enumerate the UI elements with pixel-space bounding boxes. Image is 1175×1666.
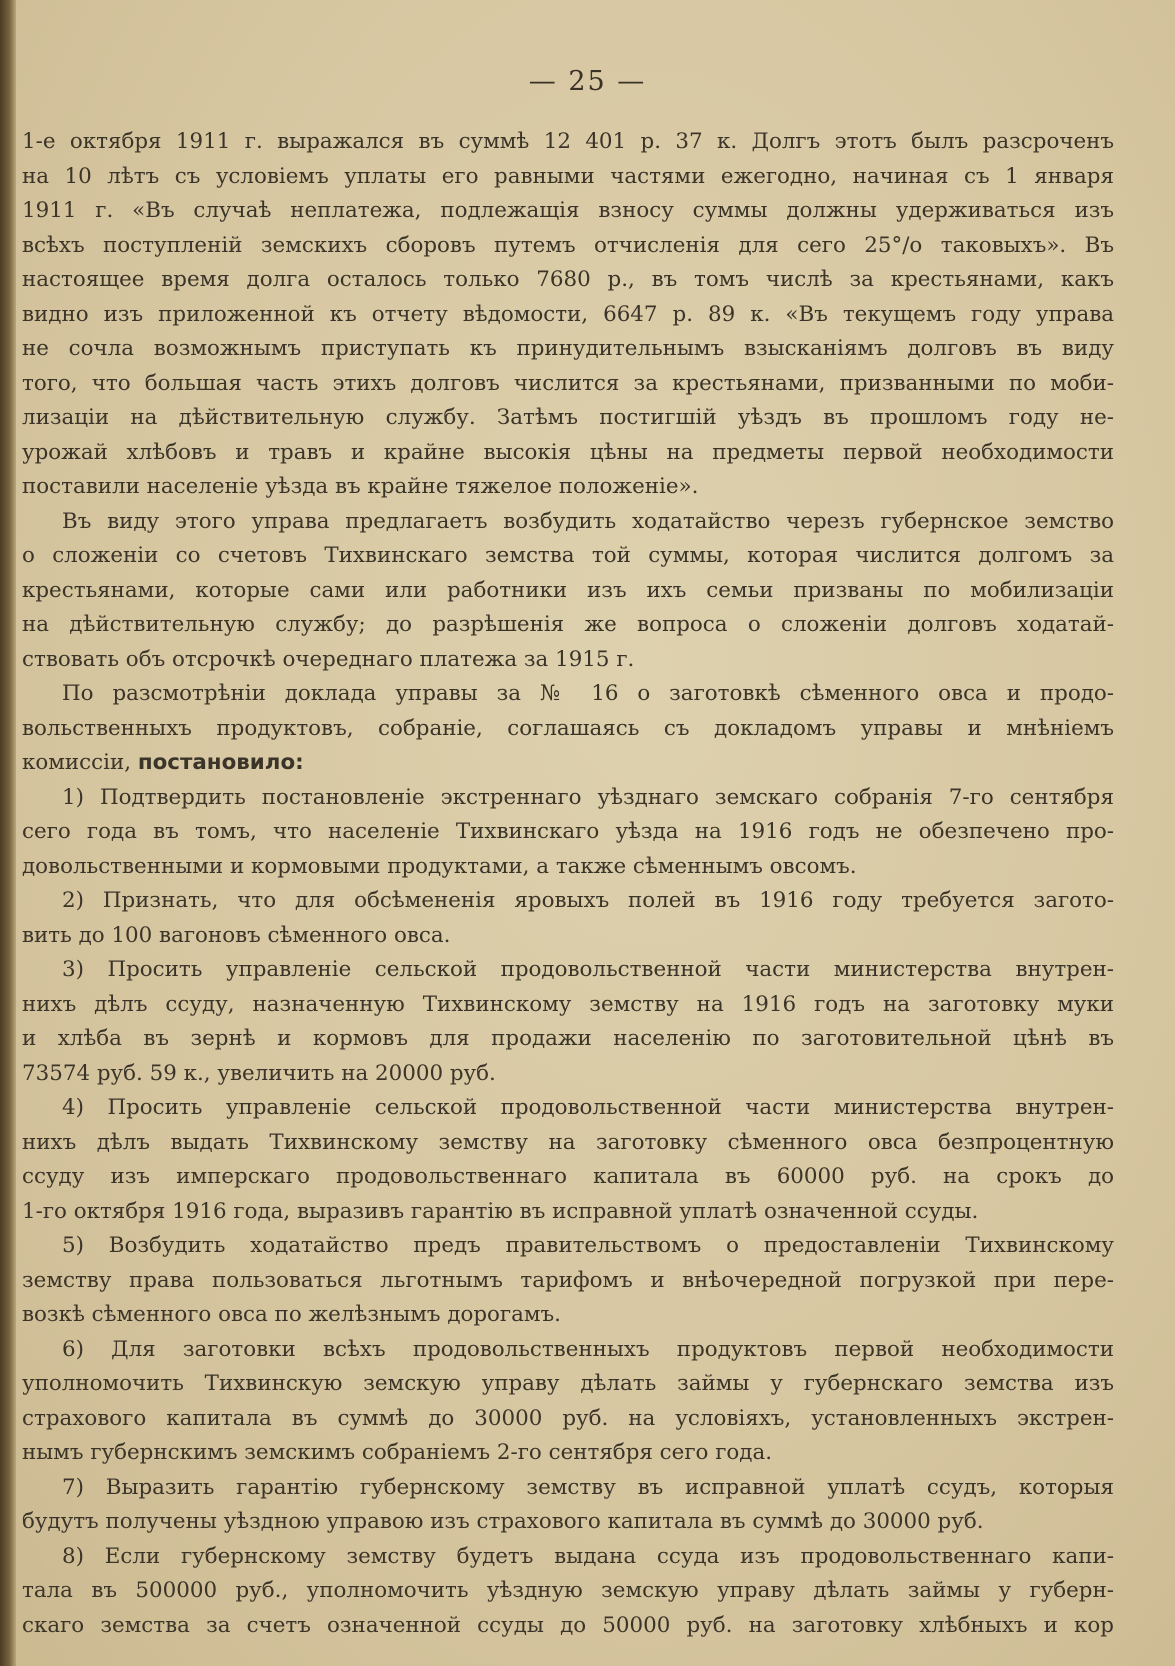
text-line-content: 6) Для заготовки всѣхъ продовольственныхъ продуктовъ первой необходимости bbox=[62, 1336, 1114, 1362]
text-line bbox=[22, 574, 1114, 609]
text-line bbox=[22, 1471, 1114, 1506]
text-line bbox=[22, 1229, 1114, 1264]
text-line bbox=[22, 919, 1114, 954]
text-line-content: урожай хлѣбовъ и травъ и крайне высокія цѣны на предметы первой необходимости bbox=[22, 439, 1114, 465]
text-line bbox=[22, 263, 1114, 298]
text-line-content: крестьянами, которые сами или работники изъ ихъ семьи призваны по мобилизаціи bbox=[22, 577, 1114, 603]
text-line-content: на дѣйствительную службу; до разрѣшенія же вопроса о сложеніи долговъ ходатай- bbox=[22, 612, 1114, 637]
text-line bbox=[22, 1298, 1114, 1333]
text-line bbox=[22, 1540, 1114, 1575]
text-line-content: сего года въ томъ, что населеніе Тихвинскаго уѣзда на 1916 годъ не обезпечено про- bbox=[22, 819, 1114, 844]
text-line bbox=[22, 298, 1114, 333]
text-line bbox=[22, 850, 1114, 885]
text-line-content: 5) Возбудить ходатайство предъ правительствомъ о предоставленіи Тихвинскому bbox=[62, 1233, 1114, 1258]
text-line-content: земству права пользоваться льготнымъ тарифомъ и внѣочередной погрузкой при пере- bbox=[22, 1267, 1114, 1293]
text-line-content: По разсмотрѣніи доклада управы за № 16 о заготовкѣ сѣменного овса и продо- bbox=[62, 681, 1114, 706]
text-line bbox=[22, 988, 1114, 1023]
text-line-content: нихъ дѣлъ выдать Тихвинскому земству на заготовку сѣменного овса безпроцентную bbox=[22, 1129, 1114, 1155]
text-line bbox=[22, 1022, 1114, 1057]
text-line-content: возкѣ сѣменного овса по желѣзнымъ дорогамъ. bbox=[22, 1302, 561, 1327]
text-line bbox=[22, 436, 1114, 471]
text-line bbox=[22, 401, 1114, 436]
page-number: — 25 — bbox=[528, 66, 647, 97]
text-line-content: ссуду изъ имперскаго продовольственнаго капитала въ 60000 руб. на срокъ до bbox=[22, 1164, 1114, 1189]
text-line-content: ствовать объ отсрочкѣ очереднаго платежа за 1915 г. bbox=[22, 646, 635, 672]
text-line-content: 1) Подтвердить постановленіе экстреннаго уѣзднаго земскаго собранія 7-го сентября bbox=[62, 784, 1114, 810]
text-line bbox=[22, 1402, 1114, 1437]
text-line-content: 73574 руб. 59 к., увеличить на 20000 руб. bbox=[22, 1060, 496, 1086]
text-line-content: нихъ дѣлъ ссуду, назначенную Тихвинскому земству на 1916 годъ на заготовку муки bbox=[22, 991, 1114, 1017]
body-text bbox=[22, 125, 1114, 1643]
text-line-content: вить до 100 вагоновъ сѣменного овса. bbox=[22, 922, 451, 948]
text-line-content: нымъ губернскимъ земскимъ собраніемъ 2-го сентября сего года. bbox=[22, 1440, 773, 1465]
text-line bbox=[22, 884, 1114, 919]
text-line-content: 1-го октября 1916 года, выразивъ гарантію въ исправной уплатѣ означенной ссуды. bbox=[22, 1198, 979, 1224]
text-line-content: тала въ 500000 руб., уполномочить уѣздную земскую управу дѣлать займы у губерн- bbox=[22, 1578, 1114, 1603]
text-line-content: и хлѣба въ зернѣ и кормовъ для продажи населенію по заготовительной цѣнѣ въ bbox=[22, 1026, 1114, 1051]
text-line-content: довольственными и кормовыми продуктами, а также сѣменнымъ овсомъ. bbox=[22, 853, 857, 879]
text-line bbox=[22, 1367, 1114, 1402]
text-line-content: всѣхъ поступленій земскихъ сборовъ путемъ отчисленія для сего 25°/о таковыхъ». Въ bbox=[22, 232, 1114, 258]
text-line bbox=[22, 1609, 1114, 1644]
text-line bbox=[22, 643, 1114, 678]
text-line-content: комиссіи, bbox=[22, 750, 138, 775]
text-line bbox=[22, 608, 1114, 643]
text-line bbox=[22, 194, 1114, 229]
text-line-content: о сложеніи со счетовъ Тихвинскаго земства той суммы, которая числится долгомъ за bbox=[22, 543, 1114, 568]
text-line bbox=[22, 781, 1114, 816]
text-line-content: Въ виду этого управа предлагаетъ возбудить ходатайство черезъ губернское земство bbox=[62, 508, 1114, 534]
text-line bbox=[22, 815, 1114, 850]
text-line bbox=[22, 1057, 1114, 1092]
text-line-content: 7) Выразить гарантію губернскому земству въ исправной уплатѣ ссудъ, которыя bbox=[62, 1474, 1114, 1500]
resolution-keyword: постановило: bbox=[137, 750, 304, 775]
text-line bbox=[22, 1333, 1114, 1368]
text-line bbox=[22, 539, 1114, 574]
text-line bbox=[22, 677, 1114, 712]
page-binding-edge bbox=[0, 0, 16, 1666]
text-line-content: страхового капитала въ суммѣ до 30000 руб. на условіяхъ, установленныхъ экстрен- bbox=[22, 1405, 1114, 1431]
text-line bbox=[22, 746, 1114, 781]
text-line-content: на 10 лѣтъ съ условіемъ уплаты его равными частями ежегодно, начиная съ 1 января bbox=[22, 163, 1114, 189]
text-line-content: 1911 г. «Въ случаѣ неплатежа, подлежащія взносу суммы должны удерживаться изъ bbox=[22, 198, 1114, 223]
text-line-content: будутъ получены уѣздною управою изъ страхового капитала въ суммѣ до 30000 руб. bbox=[22, 1509, 984, 1534]
text-line bbox=[22, 1195, 1114, 1230]
text-line bbox=[22, 125, 1114, 160]
text-line bbox=[22, 1091, 1114, 1126]
text-line bbox=[22, 1436, 1114, 1471]
text-line bbox=[22, 712, 1114, 747]
text-line-content: настоящее время долга осталось только 7680 р., въ томъ числѣ за крестьянами, какъ bbox=[22, 267, 1114, 292]
text-line-content: 1-е октября 1911 г. выражался въ суммѣ 12 401 р. 37 к. Долгъ этотъ былъ разсроченъ bbox=[22, 129, 1114, 154]
text-line-content: 8) Если губернскому земству будетъ выдана ссуда изъ продовольственнаго капи- bbox=[62, 1543, 1114, 1569]
text-line-content: 4) Просить управленіе сельской продовольственной части министерства внутрен- bbox=[62, 1095, 1114, 1120]
text-line bbox=[22, 1126, 1114, 1161]
text-line bbox=[22, 160, 1114, 195]
text-line bbox=[22, 332, 1114, 367]
text-line-content: 2) Признать, что для обсѣмененія яровыхъ полей въ 1916 году требуется загото- bbox=[62, 888, 1114, 913]
text-line bbox=[22, 1505, 1114, 1540]
text-line-content: видно изъ приложенной къ отчету вѣдомости, 6647 р. 89 к. «Въ текущемъ году управа bbox=[22, 301, 1114, 327]
text-line-content: скаго земства за счетъ означенной ссуды до 50000 руб. на заготовку хлѣбныхъ и кор bbox=[22, 1612, 1114, 1638]
text-line bbox=[22, 1160, 1114, 1195]
text-line-content: поставили населеніе уѣзда въ крайне тяжелое положеніе». bbox=[22, 474, 699, 499]
text-line bbox=[22, 953, 1114, 988]
text-line bbox=[22, 470, 1114, 505]
text-line bbox=[22, 1264, 1114, 1299]
text-line-content: 3) Просить управленіе сельской продовольственной части министерства внутрен- bbox=[62, 957, 1114, 982]
text-line-content: не сочла возможнымъ приступать къ принудительнымъ взысканіямъ долговъ въ виду bbox=[22, 336, 1114, 361]
text-line-content: уполномочить Тихвинскую земскую управу дѣлать займы у губернскаго земства изъ bbox=[22, 1371, 1114, 1396]
text-line-content: вольственныхъ продуктовъ, собраніе, соглашаясь съ докладомъ управы и мнѣніемъ bbox=[22, 715, 1114, 741]
text-line-content: лизаціи на дѣйствительную службу. Затѣмъ постигшій уѣздъ въ прошломъ году не- bbox=[22, 405, 1114, 430]
text-line bbox=[22, 229, 1114, 264]
text-line-content: того, что большая часть этихъ долговъ числится за крестьянами, призванными по моби- bbox=[22, 370, 1114, 396]
text-line bbox=[22, 505, 1114, 540]
text-line bbox=[22, 1574, 1114, 1609]
text-line bbox=[22, 367, 1114, 402]
